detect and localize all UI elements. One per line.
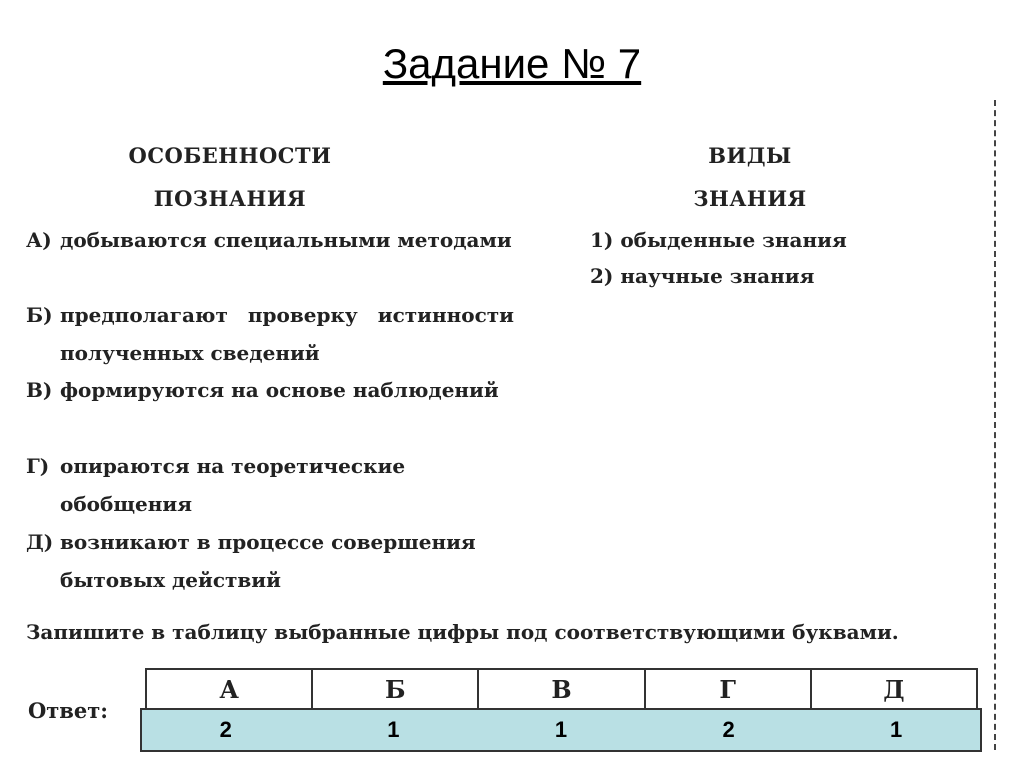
answer-row (140, 708, 982, 752)
right-header-1: ВИДЫ (708, 143, 792, 168)
kind-item-2: 2) научные знания (590, 264, 815, 288)
header-cell: Д (883, 675, 905, 704)
feature-item-b (26, 297, 516, 372)
feature-letter: Б) (26, 303, 53, 327)
header-cell: Б (313, 670, 479, 708)
answer-label: Ответ: (28, 698, 109, 723)
header-cell: Г (646, 670, 812, 708)
answer-cell: 1 (890, 717, 903, 742)
feature-item-g (26, 448, 466, 523)
feature-text: формируются на основе наблюдений (60, 378, 499, 402)
kind-item-1: 1) обыденные знания (590, 228, 847, 252)
right-header-2: ЗНАНИЯ (693, 186, 807, 211)
answer-cell: 1 (387, 717, 400, 742)
header-cell: В (479, 670, 645, 708)
feature-text: добываются специальными методами (60, 228, 512, 252)
feature-item-a (26, 222, 516, 260)
feature-text: возникают в процессе совершения бытовых действий (60, 530, 476, 592)
feature-letter: Г) (26, 454, 50, 478)
feature-letter: В) (26, 378, 53, 402)
left-header-1: ОСОБЕННОСТИ (128, 143, 332, 168)
feature-item-v (26, 372, 516, 410)
feature-letter: Д) (26, 530, 54, 554)
slide-title: Задание № 7 (382, 40, 642, 87)
instruction-text: Запишите в таблицу выбранные цифры под соответствующими буквами. (26, 620, 899, 644)
answer-cell: 2 (722, 717, 735, 742)
feature-item-d (26, 524, 516, 599)
answer-cell: 2 (219, 717, 232, 742)
feature-letter: А) (26, 228, 52, 252)
left-header-2: ПОЗНАНИЯ (153, 186, 307, 211)
feature-text: опираются на теоретические обобщения (60, 454, 406, 516)
feature-text: предполагают проверку истинности полученных сведений (60, 303, 514, 365)
answer-table-header (145, 668, 978, 710)
answer-cell: 1 (554, 717, 568, 742)
header-cell: А (147, 670, 313, 708)
cut-line-divider (994, 100, 996, 750)
